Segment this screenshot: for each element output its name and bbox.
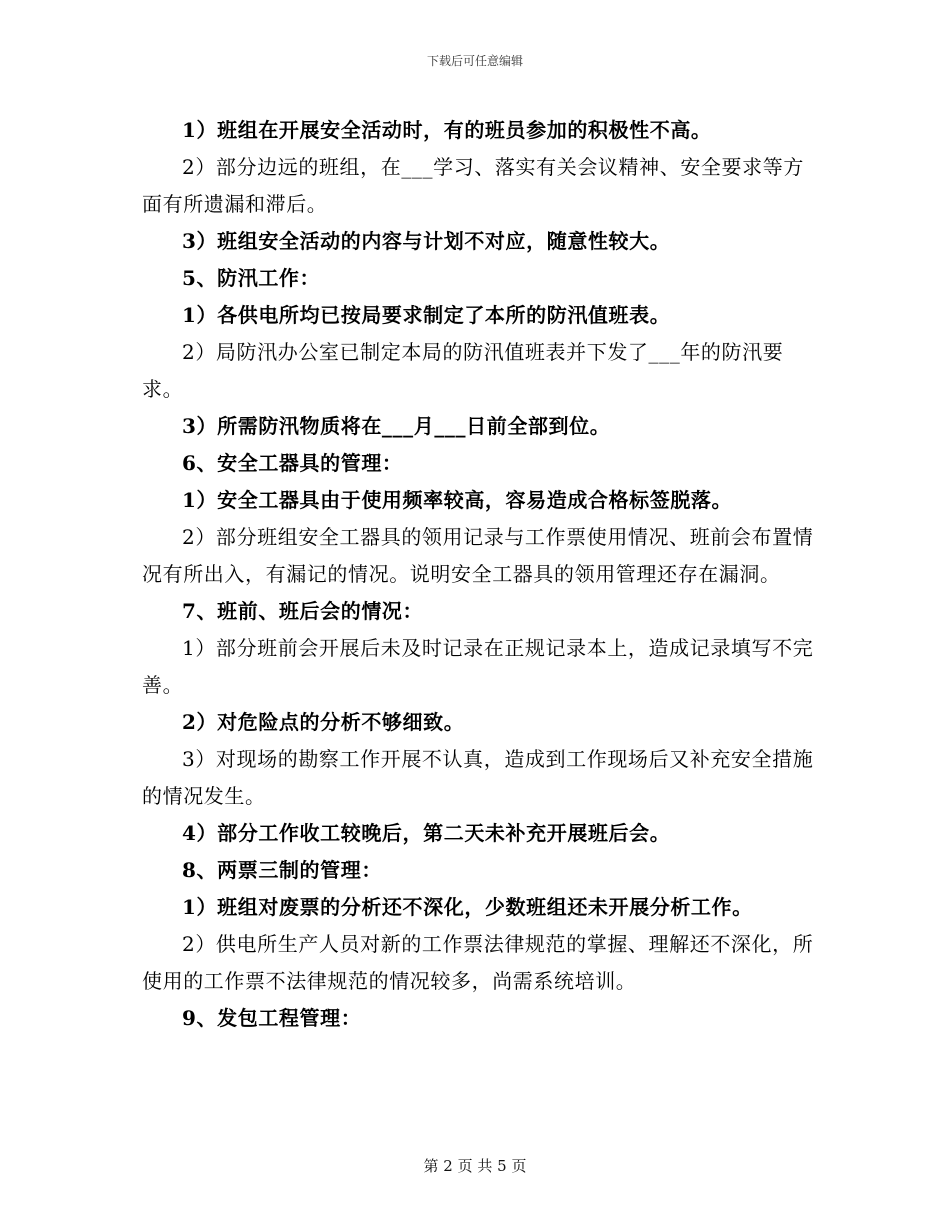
- paragraph: 1）班组在开展安全活动时，有的班员参加的积极性不高。: [182, 118, 712, 142]
- page-footer: 第 2 页 共 5 页: [423, 1157, 527, 1175]
- section-heading: 7、班前、班后会的情况：: [182, 599, 424, 623]
- paragraph: 1）部分班前会开展后未及时记录在正规记录本上，造成记录填写不完善。: [142, 636, 814, 697]
- section-heading: 9、发包工程管理：: [182, 1006, 362, 1030]
- section-heading: 5、防汛工作：: [182, 266, 321, 290]
- paragraph: 2）部分班组安全工器具的领用记录与工作票使用情况、班前会布置情况有所出入，有漏记的情况。说明安全工器具的领用管理还存在漏洞。: [142, 525, 814, 586]
- paragraph: 2）部分边远的班组，在___学习、落实有关会议精神、安全要求等方面有所遗漏和滞后。: [142, 155, 804, 216]
- paragraph: 4）部分工作收工较晚后，第二天未补充开展班后会。: [182, 821, 671, 845]
- paragraph: 3）所需防汛物质将在___月___日前全部到位。: [182, 414, 611, 438]
- section-heading: 8、两票三制的管理：: [182, 858, 382, 882]
- paragraph: 2）对危险点的分析不够细致。: [182, 710, 465, 734]
- paragraph: 2）局防汛办公室已制定本局的防汛值班表并下发了___年的防汛要求。: [142, 340, 784, 401]
- page-header: 下载后可任意编辑: [426, 54, 523, 68]
- paragraph: 1）班组对废票的分析还不深化，少数班组还未开展分析工作。: [182, 895, 753, 919]
- paragraph: 1）安全工器具由于使用频率较高，容易造成合格标签脱落。: [182, 488, 733, 512]
- paragraph: 3）对现场的勘察工作开展不认真，造成到工作现场后又补充安全措施的情况发生。: [142, 747, 814, 808]
- document-body: [142, 112, 818, 1037]
- paragraph: 3）班组安全活动的内容与计划不对应，随意性较大。: [182, 229, 671, 253]
- section-heading: 6、安全工器具的管理：: [182, 451, 403, 475]
- paragraph: 2）供电所生产人员对新的工作票法律规范的掌握、理解还不深化，所使用的工作票不法律规范的情况较多，尚需系统培训。: [142, 932, 814, 993]
- paragraph: 1）各供电所均已按局要求制定了本所的防汛值班表。: [182, 303, 671, 327]
